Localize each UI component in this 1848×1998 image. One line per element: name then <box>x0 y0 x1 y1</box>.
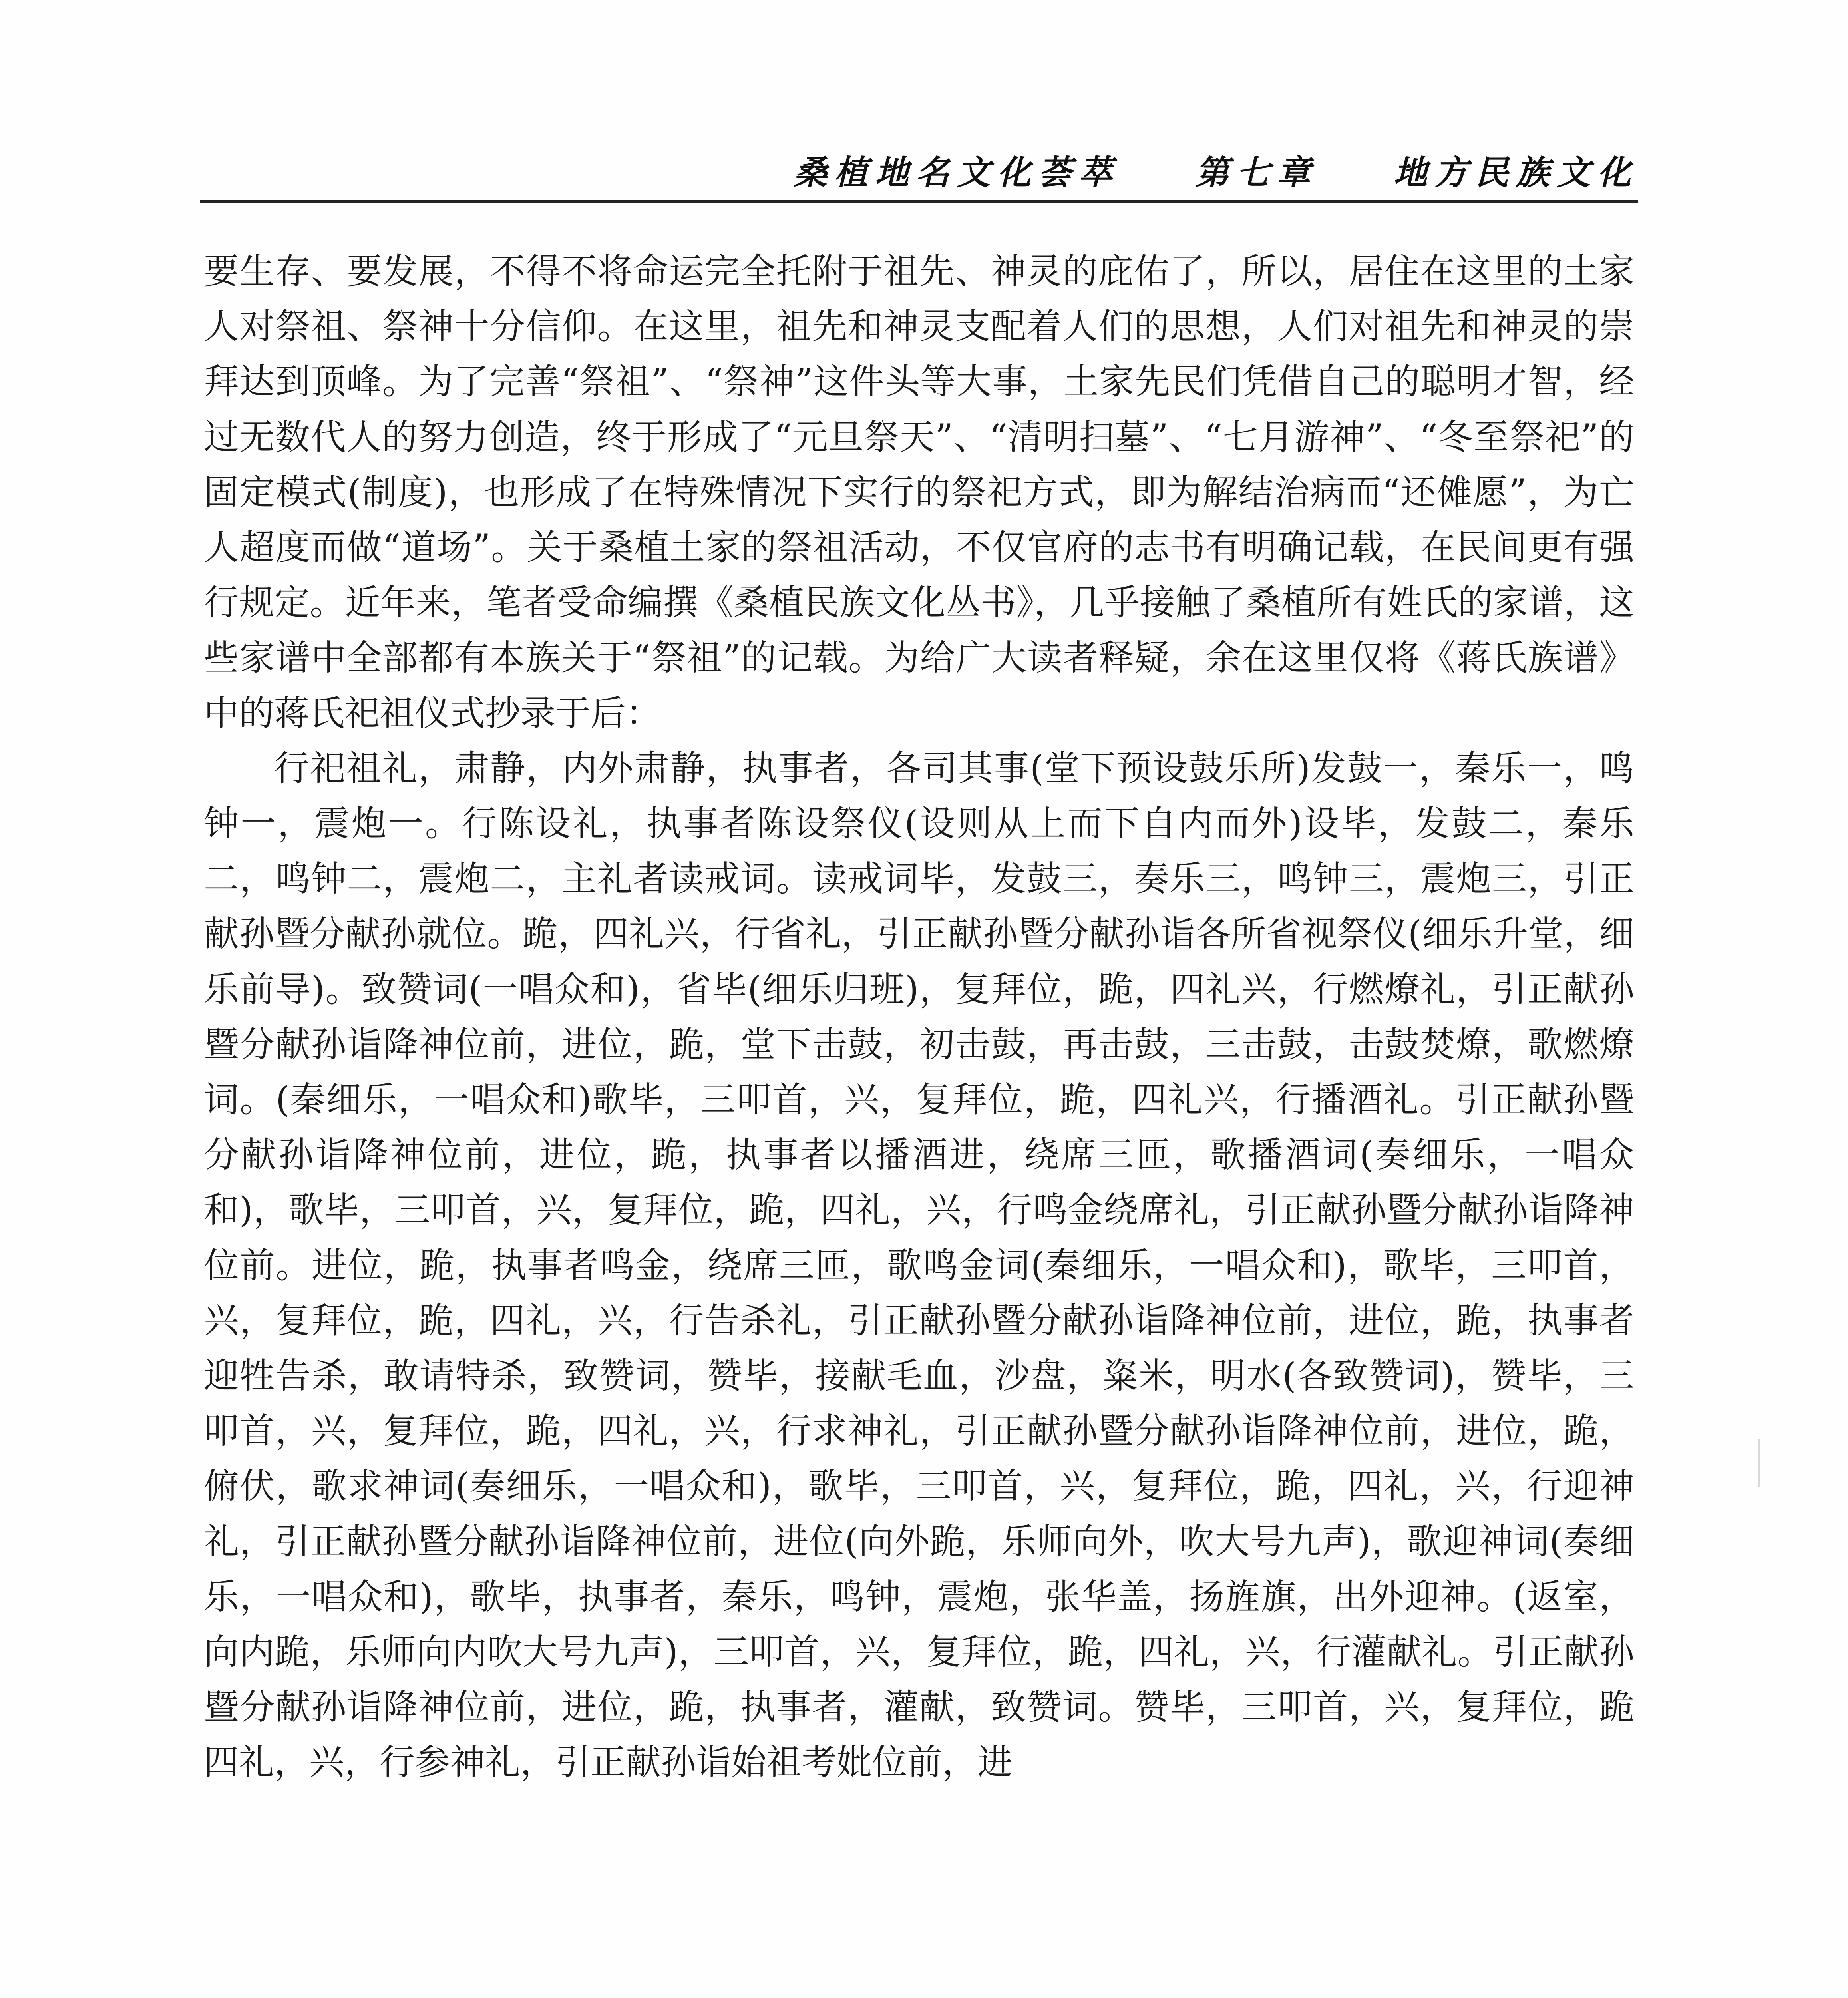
running-header <box>200 144 1638 200</box>
body-text <box>204 244 1634 1790</box>
header-chapter-title: 地方民族文化 <box>1393 152 1638 192</box>
paragraph-ritual: 行祀祖礼，肃静，内外肃静，执事者，各司其事(堂下预设鼓乐所)发鼓一，秦乐一，鸣钟一，震炮一。行陈设礼，执事者陈设祭仪(设则从上而下自内而外)设毕，发鼓二，秦乐二，鸣钟二，震炮二，主礼者读戒词。读戒词毕，发鼓三，奏乐三，鸣钟三，震炮三，引正献孙暨分献孙就位。跪，四礼兴，行省礼，引正献孙暨分献孙诣各所省视祭仪(细乐升堂，细乐前导)。致赞词(一唱众和)，省毕(细乐归班)，复拜位，跪，四礼兴，行燃燎礼，引正献孙暨分献孙诣降神位前，进位，跪，堂下击鼓，初击鼓，再击鼓，三击鼓，击鼓焚燎，歌燃燎词。(秦细乐，一唱众和)歌毕，三叩首，兴，复拜位，跪，四礼兴，行播酒礼。引正献孙暨分献孙诣降神位前，进位，跪，执事者以播酒进，绕席三匝，歌播酒词(奏细乐，一唱众和)，歌毕，三叩首，兴，复拜位，跪，四礼，兴，行鸣金绕席礼，引正献孙暨分献孙诣降神位前。进位，跪，执事者鸣金，绕席三匝，歌鸣金词(秦细乐，一唱众和)，歌毕，三叩首，兴，复拜位，跪，四礼，兴，行告杀礼，引正献孙暨分献孙诣降神位前，进位，跪，执事者迎牲告杀，敢请特杀，致赞词，赞毕，接献毛血，沙盘，粢米，明水(各致赞词)，赞毕，三叩首，兴，复拜位，跪，四礼，兴，行求神礼，引正献孙暨分献孙诣降神位前，进位，跪，俯伏，歌求神词(奏细乐，一唱众和)，歌毕，三叩首，兴，复拜位，跪，四礼，兴，行迎神礼，引正献孙暨分献孙诣降神位前，进位(向外跪，乐师向外，吹大号九声)，歌迎神词(奏细乐，一唱众和)，歌毕，执事者，秦乐，鸣钟，震炮，张华盖，扬旌旗，出外迎神。(返室，向内跪，乐师向内吹大号九声)，三叩首，兴，复拜位，跪，四礼，兴，行灌献礼。引正献孙暨分献孙诣降神位前，进位，跪，执事者，灌献，致赞词。赞毕，三叩首，兴，复拜位，跪四礼，兴，行参神礼，引正献孙诣始祖考妣位前，进 <box>204 747 1634 1783</box>
header-titles <box>794 144 1638 196</box>
paragraph-continuation: 要生存、要发展，不得不将命运完全托附于祖先、神灵的庇佑了，所以，居住在这里的土家人对祭祖、祭神十分信仰。在这里，祖先和神灵支配着人们的思想，人们对祖先和神灵的崇拜达到顶峰。为了完善“祭祖”、“祭神”这件头等大事，土家先民们凭借自己的聪明才智，经过无数代人的努力创造，终于形成了“元旦祭天”、“清明扫墓”、“七月游神”、“冬至祭祀”的固定模式(制度)，也形成了在特殊情况下实行的祭祀方式，即为解结治病而“还傩愿”，为亡人超度而做“道场”。关于桑植土家的祭祖活动，不仅官府的志书有明确记载，在民间更有强行规定。近年来，笔者受命编撰《桑植民族文化丛书》，几乎接触了桑植所有姓氏的家谱，这些家谱中全部都有本族关于“祭祖”的记载。为给广大读者释疑，余在这里仅将《蒋氏族谱》中的蒋氏祀祖仪式抄录于后： <box>204 251 1634 734</box>
margin-scan-mark <box>1758 1439 1760 1487</box>
header-chapter: 第七章 <box>1195 152 1318 192</box>
header-rule <box>200 200 1638 203</box>
header-book-title: 桑植地名文化荟萃 <box>793 152 1120 192</box>
